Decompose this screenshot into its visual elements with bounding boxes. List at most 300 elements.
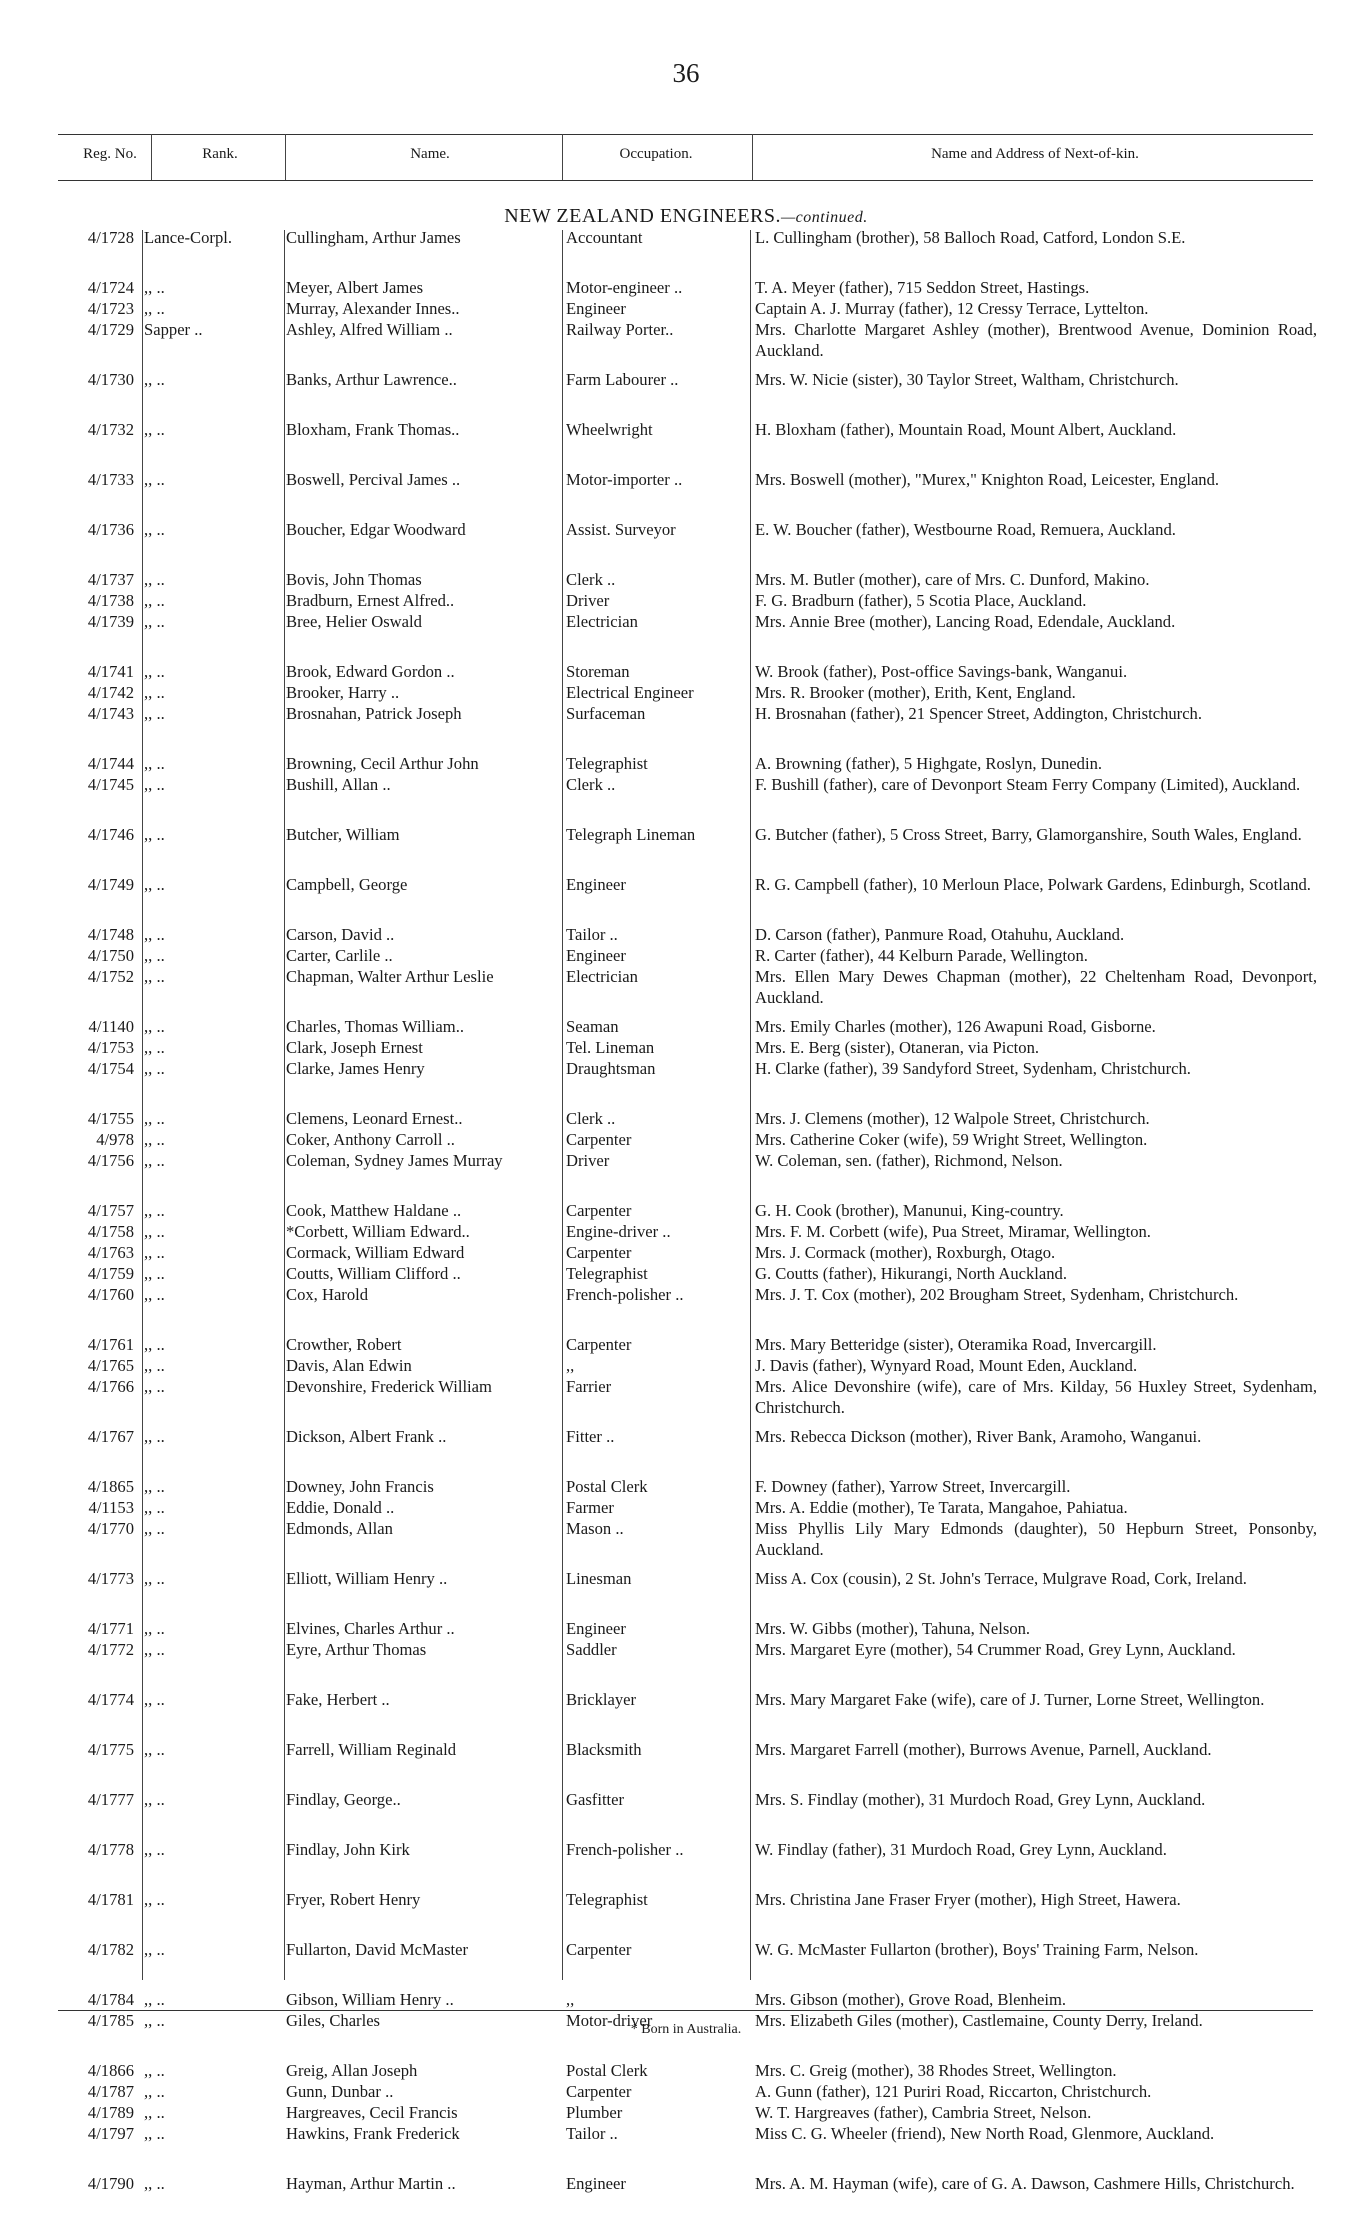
name-cell: Banks, Arthur Lawrence.. bbox=[286, 370, 457, 389]
next-of-kin-cell: Mrs. A. Eddie (mother), Te Tarata, Mangahoe, Pahiatua. bbox=[755, 1498, 1128, 1517]
occupation-cell: Motor-driver bbox=[566, 2011, 653, 2030]
table-row bbox=[0, 1989, 1372, 2010]
reg-no-cell: 4/1752 bbox=[87, 967, 134, 986]
reg-no-cell: 4/1760 bbox=[87, 1285, 134, 1304]
reg-no-cell: 4/1738 bbox=[87, 591, 134, 610]
next-of-kin-cell: F. G. Bradburn (father), 5 Scotia Place, Auckland. bbox=[755, 591, 1087, 610]
rank-cell: ,, .. bbox=[144, 1840, 165, 1859]
name-cell: Farrell, William Reginald bbox=[286, 1740, 456, 1759]
rank-cell: ,, .. bbox=[144, 775, 165, 794]
table-row bbox=[0, 1839, 1372, 1889]
name-cell: Fullarton, David McMaster bbox=[286, 1940, 469, 1959]
reg-no-cell: 4/1736 bbox=[87, 520, 134, 539]
table-row bbox=[0, 1355, 1372, 1376]
reg-no-cell: 4/1765 bbox=[87, 1356, 134, 1375]
table-row bbox=[0, 1016, 1372, 1037]
occupation-cell: French-polisher .. bbox=[566, 1840, 684, 1859]
table-row bbox=[0, 966, 1372, 1016]
next-of-kin-cell: F. Downey (father), Yarrow Street, Invercargill. bbox=[755, 1477, 1071, 1496]
occupation-cell: Engineer bbox=[566, 875, 626, 894]
table-row bbox=[0, 924, 1372, 945]
reg-no-cell: 4/1743 bbox=[87, 704, 134, 723]
header-reg-no: Reg. No. bbox=[83, 146, 137, 162]
next-of-kin-cell: Mrs. R. Brooker (mother), Erith, Kent, England. bbox=[755, 683, 1076, 702]
table-row bbox=[0, 1476, 1372, 1497]
next-of-kin-cell: Mrs. C. Greig (mother), 38 Rhodes Street, Wellington. bbox=[755, 2061, 1117, 2080]
name-cell: Coleman, Sydney James Murray bbox=[286, 1151, 503, 1170]
reg-no-cell: 4/1730 bbox=[87, 370, 134, 389]
table-row bbox=[0, 874, 1372, 924]
table-row bbox=[0, 1689, 1372, 1739]
reg-no-cell: 4/1754 bbox=[87, 1059, 134, 1078]
rank-cell: ,, .. bbox=[144, 1790, 165, 1809]
reg-no-cell: 4/1787 bbox=[87, 2082, 134, 2101]
reg-no-cell: 4/1773 bbox=[87, 1569, 134, 1588]
reg-no-cell: 4/1761 bbox=[87, 1335, 134, 1354]
reg-no-cell: 4/1724 bbox=[87, 278, 134, 297]
reg-no-cell: 4/1742 bbox=[87, 683, 134, 702]
reg-no-cell: 4/1744 bbox=[87, 754, 134, 773]
table-row bbox=[0, 1939, 1372, 1989]
name-cell: Chapman, Walter Arthur Leslie bbox=[286, 967, 494, 986]
table-row bbox=[0, 1739, 1372, 1789]
rank-cell: ,, .. bbox=[144, 1690, 165, 1709]
occupation-cell: Carpenter bbox=[566, 1940, 632, 1959]
rank-cell: ,, .. bbox=[144, 2124, 165, 2143]
reg-no-cell: 4/1770 bbox=[87, 1519, 134, 1538]
name-cell: Coutts, William Clifford .. bbox=[286, 1264, 461, 1283]
name-cell: Giles, Charles bbox=[286, 2011, 381, 2030]
next-of-kin-cell: G. Butcher (father), 5 Cross Street, Barry, Glamorganshire, South Wales, England. bbox=[755, 825, 1302, 844]
next-of-kin-cell: G. H. Cook (brother), Manunui, King-country. bbox=[755, 1201, 1064, 1220]
next-of-kin-cell: Mrs. Boswell (mother), "Murex," Knighton Road, Leicester, England. bbox=[755, 470, 1220, 489]
reg-no-cell: 4/1732 bbox=[87, 420, 134, 439]
next-of-kin-cell: G. Coutts (father), Hikurangi, North Auckland. bbox=[755, 1264, 1067, 1283]
reg-no-cell: 4/1781 bbox=[87, 1890, 134, 1909]
name-cell: Findlay, George.. bbox=[286, 1790, 401, 1809]
table-row bbox=[0, 824, 1372, 874]
reg-no-cell: 4/1790 bbox=[87, 2174, 134, 2193]
reg-no-cell: 4/1866 bbox=[87, 2061, 134, 2080]
occupation-cell: Surfaceman bbox=[566, 704, 646, 723]
next-of-kin-cell: Mrs. M. Butler (mother), care of Mrs. C. Dunford, Makino. bbox=[755, 570, 1150, 589]
rank-cell: Lance-Corpl. bbox=[144, 228, 233, 247]
next-of-kin-cell: H. Brosnahan (father), 21 Spencer Street, Addington, Christchurch. bbox=[755, 704, 1203, 723]
rank-cell: ,, .. bbox=[144, 1201, 165, 1220]
occupation-cell: ,, bbox=[566, 1356, 575, 1375]
rank-cell: ,, .. bbox=[144, 1038, 165, 1057]
occupation-cell: Draughtsman bbox=[566, 1059, 656, 1078]
occupation-cell: Gasfitter bbox=[566, 1790, 625, 1809]
next-of-kin-cell: Mrs. A. M. Hayman (wife), care of G. A. Dawson, Cashmere Hills, Christchurch. bbox=[755, 2174, 1295, 2193]
rank-cell: ,, .. bbox=[144, 925, 165, 944]
name-cell: Carson, David .. bbox=[286, 925, 395, 944]
table-row bbox=[0, 1376, 1372, 1426]
name-cell: Campbell, George bbox=[286, 875, 408, 894]
name-cell: Bloxham, Frank Thomas.. bbox=[286, 420, 460, 439]
name-cell: Brooker, Harry .. bbox=[286, 683, 400, 702]
occupation-cell: Linesman bbox=[566, 1569, 632, 1588]
occupation-cell: Engine-driver .. bbox=[566, 1222, 671, 1241]
table-row bbox=[0, 1639, 1372, 1689]
rank-cell: ,, .. bbox=[144, 662, 165, 681]
reg-no-cell: 4/1745 bbox=[87, 775, 134, 794]
rank-cell: ,, .. bbox=[144, 1017, 165, 1036]
table-row bbox=[0, 1058, 1372, 1108]
header-bottom-rule bbox=[58, 180, 1313, 181]
name-cell: Gibson, William Henry .. bbox=[286, 1990, 454, 2009]
occupation-cell: Farrier bbox=[566, 1377, 612, 1396]
name-cell: Bovis, John Thomas bbox=[286, 570, 422, 589]
next-of-kin-cell: Mrs. Elizabeth Giles (mother), Castlemaine, County Derry, Ireland. bbox=[755, 2011, 1203, 2030]
rank-cell: ,, .. bbox=[144, 2082, 165, 2101]
header-divider bbox=[562, 134, 563, 180]
name-cell: Cook, Matthew Haldane .. bbox=[286, 1201, 462, 1220]
occupation-cell: Postal Clerk bbox=[566, 2061, 648, 2080]
next-of-kin-cell: A. Gunn (father), 121 Puriri Road, Riccarton, Christchurch. bbox=[755, 2082, 1152, 2101]
header-divider bbox=[285, 134, 286, 180]
next-of-kin-cell: Mrs. E. Berg (sister), Otaneran, via Picton. bbox=[755, 1038, 1040, 1057]
table-row bbox=[0, 703, 1372, 753]
occupation-cell: Telegraphist bbox=[566, 754, 648, 773]
occupation-cell: Saddler bbox=[566, 1640, 617, 1659]
reg-no-cell: 4/978 bbox=[96, 1130, 134, 1149]
reg-no-cell: 4/1756 bbox=[87, 1151, 134, 1170]
rank-cell: ,, .. bbox=[144, 612, 165, 631]
rank-cell: ,, .. bbox=[144, 1740, 165, 1759]
next-of-kin-cell: R. Carter (father), 44 Kelburn Parade, Wellington. bbox=[755, 946, 1088, 965]
name-cell: Brook, Edward Gordon .. bbox=[286, 662, 455, 681]
name-cell: Greig, Allan Joseph bbox=[286, 2061, 418, 2080]
name-cell: Clark, Joseph Ernest bbox=[286, 1038, 423, 1057]
reg-no-cell: 4/1746 bbox=[87, 825, 134, 844]
name-cell: Boucher, Edgar Woodward bbox=[286, 520, 466, 539]
name-cell: Edmonds, Allan bbox=[286, 1519, 393, 1538]
reg-no-cell: 4/1729 bbox=[87, 320, 134, 339]
rank-cell: ,, .. bbox=[144, 520, 165, 539]
next-of-kin-cell: R. G. Campbell (father), 10 Merloun Place, Polwark Gardens, Edinburgh, Scotland. bbox=[755, 875, 1311, 894]
name-cell: Cormack, William Edward bbox=[286, 1243, 465, 1262]
occupation-cell: Carpenter bbox=[566, 1201, 632, 1220]
table-row bbox=[0, 682, 1372, 703]
occupation-cell: Tel. Lineman bbox=[566, 1038, 655, 1057]
table-row bbox=[0, 2102, 1372, 2123]
next-of-kin-cell: D. Carson (father), Panmure Road, Otahuhu, Auckland. bbox=[755, 925, 1125, 944]
table-row bbox=[0, 1221, 1372, 1242]
occupation-cell: Storeman bbox=[566, 662, 630, 681]
table-row bbox=[0, 1426, 1372, 1476]
reg-no-cell: 4/1782 bbox=[87, 1940, 134, 1959]
rank-cell: ,, .. bbox=[144, 299, 165, 318]
name-cell: Crowther, Robert bbox=[286, 1335, 402, 1354]
table-row bbox=[0, 774, 1372, 824]
rank-cell: Sapper .. bbox=[144, 320, 203, 339]
occupation-cell: Telegraph Lineman bbox=[566, 825, 696, 844]
occupation-cell: Accountant bbox=[566, 228, 643, 247]
occupation-cell: Fitter .. bbox=[566, 1427, 615, 1446]
occupation-cell: Carpenter bbox=[566, 1335, 632, 1354]
page-number: 36 bbox=[672, 58, 700, 88]
rank-cell: ,, .. bbox=[144, 420, 165, 439]
table-row bbox=[0, 753, 1372, 774]
reg-no-cell: 4/1772 bbox=[87, 1640, 134, 1659]
name-cell: Bree, Helier Oswald bbox=[286, 612, 422, 631]
occupation-cell: Telegraphist bbox=[566, 1890, 648, 1909]
rank-cell: ,, .. bbox=[144, 1377, 165, 1396]
occupation-cell: Farm Labourer .. bbox=[566, 370, 679, 389]
name-cell: Downey, John Francis bbox=[286, 1477, 434, 1496]
next-of-kin-cell: H. Bloxham (father), Mountain Road, Mount Albert, Auckland. bbox=[755, 420, 1177, 439]
footer-rule bbox=[58, 2010, 1313, 2011]
next-of-kin-cell: W. G. McMaster Fullarton (brother), Boys' Training Farm, Nelson. bbox=[755, 1940, 1199, 1959]
next-of-kin-cell: W. Findlay (father), 31 Murdoch Road, Grey Lynn, Auckland. bbox=[755, 1840, 1167, 1859]
rank-cell: ,, .. bbox=[144, 1890, 165, 1909]
occupation-cell: Motor-importer .. bbox=[566, 470, 683, 489]
next-of-kin-cell: Mrs. Margaret Farrell (mother), Burrows Avenue, Parnell, Auckland. bbox=[755, 1740, 1212, 1759]
reg-no-cell: 4/1728 bbox=[87, 228, 134, 247]
header-rank: Rank. bbox=[202, 146, 238, 162]
occupation-cell: Railway Porter.. bbox=[566, 320, 674, 339]
occupation-cell: French-polisher .. bbox=[566, 1285, 684, 1304]
table-row bbox=[0, 1200, 1372, 1221]
table-row bbox=[0, 945, 1372, 966]
next-of-kin-cell: Mrs. Alice Devonshire (wife), care of Mrs. Kilday, 56 Huxley Street, Sydenham, Christchurch. bbox=[755, 1377, 1317, 1417]
occupation-cell: Driver bbox=[566, 1151, 610, 1170]
name-cell: Clarke, James Henry bbox=[286, 1059, 425, 1078]
header-next-of-kin: Name and Address of Next-of-kin. bbox=[931, 146, 1139, 162]
table-row bbox=[0, 661, 1372, 682]
next-of-kin-cell: Mrs. J. Clemens (mother), 12 Walpole Street, Christchurch. bbox=[755, 1109, 1150, 1128]
rank-cell: ,, .. bbox=[144, 875, 165, 894]
table-row bbox=[0, 298, 1372, 319]
occupation-cell: Electrician bbox=[566, 967, 638, 986]
roll-table bbox=[0, 227, 1372, 2223]
header-divider bbox=[752, 134, 753, 180]
next-of-kin-cell: J. Davis (father), Wynyard Road, Mount Eden, Auckland. bbox=[755, 1356, 1138, 1375]
next-of-kin-cell: Mrs. F. M. Corbett (wife), Pua Street, Miramar, Wellington. bbox=[755, 1222, 1151, 1241]
name-cell: Hayman, Arthur Martin .. bbox=[286, 2174, 456, 2193]
next-of-kin-cell: Mrs. Mary Margaret Fake (wife), care of J. Turner, Lorne Street, Wellington. bbox=[755, 1690, 1265, 1709]
occupation-cell: Engineer bbox=[566, 2174, 626, 2193]
name-cell: Fake, Herbert .. bbox=[286, 1690, 390, 1709]
table-row bbox=[0, 2173, 1372, 2223]
occupation-cell: Postal Clerk bbox=[566, 1477, 648, 1496]
table-row bbox=[0, 2060, 1372, 2081]
name-cell: Boswell, Percival James .. bbox=[286, 470, 461, 489]
rank-cell: ,, .. bbox=[144, 825, 165, 844]
table-row bbox=[0, 1284, 1372, 1334]
rank-cell: ,, .. bbox=[144, 1335, 165, 1354]
header-divider bbox=[151, 134, 152, 180]
reg-no-cell: 4/1737 bbox=[87, 570, 134, 589]
name-cell: Charles, Thomas William.. bbox=[286, 1017, 465, 1036]
reg-no-cell: 4/1785 bbox=[87, 2011, 134, 2030]
table-row bbox=[0, 611, 1372, 661]
name-cell: Fryer, Robert Henry bbox=[286, 1890, 421, 1909]
name-cell: Cox, Harold bbox=[286, 1285, 369, 1304]
occupation-cell: Bricklayer bbox=[566, 1690, 637, 1709]
name-cell: Murray, Alexander Innes.. bbox=[286, 299, 460, 318]
rank-cell: ,, .. bbox=[144, 1243, 165, 1262]
rank-cell: ,, .. bbox=[144, 570, 165, 589]
rank-cell: ,, .. bbox=[144, 1569, 165, 1588]
name-cell: Ashley, Alfred William .. bbox=[286, 320, 453, 339]
occupation-cell: Driver bbox=[566, 591, 610, 610]
name-cell: Hawkins, Frank Frederick bbox=[286, 2124, 460, 2143]
occupation-cell: Engineer bbox=[566, 1619, 626, 1638]
rank-cell: ,, .. bbox=[144, 754, 165, 773]
rank-cell: ,, .. bbox=[144, 946, 165, 965]
next-of-kin-cell: Mrs. Gibson (mother), Grove Road, Blenheim. bbox=[755, 1990, 1067, 2009]
reg-no-cell: 4/1755 bbox=[87, 1109, 134, 1128]
next-of-kin-cell: W. Brook (father), Post-office Savings-bank, Wanganui. bbox=[755, 662, 1128, 681]
reg-no-cell: 4/1771 bbox=[87, 1619, 134, 1638]
rank-cell: ,, .. bbox=[144, 683, 165, 702]
next-of-kin-cell: Mrs. J. Cormack (mother), Roxburgh, Otago. bbox=[755, 1243, 1056, 1262]
reg-no-cell: 4/1757 bbox=[87, 1201, 134, 1220]
table-row bbox=[0, 2123, 1372, 2173]
table-row bbox=[0, 1037, 1372, 1058]
reg-no-cell: 4/1753 bbox=[87, 1038, 134, 1057]
header-occupation: Occupation. bbox=[619, 146, 693, 162]
rank-cell: ,, .. bbox=[144, 1619, 165, 1638]
next-of-kin-cell: Miss Phyllis Lily Mary Edmonds (daughter), 50 Hepburn Street, Ponsonby, Auckland. bbox=[755, 1519, 1317, 1559]
table-row bbox=[0, 419, 1372, 469]
name-cell: Bushill, Allan .. bbox=[286, 775, 391, 794]
next-of-kin-cell: Mrs. W. Nicie (sister), 30 Taylor Street, Waltham, Christchurch. bbox=[755, 370, 1179, 389]
name-cell: Browning, Cecil Arthur John bbox=[286, 754, 479, 773]
reg-no-cell: 4/1741 bbox=[87, 662, 134, 681]
name-cell: Eyre, Arthur Thomas bbox=[286, 1640, 427, 1659]
name-cell: Davis, Alan Edwin bbox=[286, 1356, 412, 1375]
occupation-cell: Motor-engineer .. bbox=[566, 278, 683, 297]
rank-cell: ,, .. bbox=[144, 2174, 165, 2193]
reg-no-cell: 4/1774 bbox=[87, 1690, 134, 1709]
occupation-cell: Carpenter bbox=[566, 2082, 632, 2101]
table-row bbox=[0, 519, 1372, 569]
reg-no-cell: 4/1766 bbox=[87, 1377, 134, 1396]
reg-no-cell: 4/1153 bbox=[88, 1498, 134, 1517]
occupation-cell: Telegraphist bbox=[566, 1264, 648, 1283]
reg-no-cell: 4/1777 bbox=[87, 1790, 134, 1809]
occupation-cell: Tailor .. bbox=[566, 2124, 618, 2143]
next-of-kin-cell: Mrs. Christina Jane Fraser Fryer (mother), High Street, Hawera. bbox=[755, 1890, 1181, 1909]
rank-cell: ,, .. bbox=[144, 1059, 165, 1078]
rank-cell: ,, .. bbox=[144, 1940, 165, 1959]
table-row bbox=[0, 227, 1372, 277]
next-of-kin-cell: W. T. Hargreaves (father), Cambria Street, Nelson. bbox=[755, 2103, 1092, 2122]
table-row bbox=[0, 277, 1372, 298]
next-of-kin-cell: Mrs. Mary Betteridge (sister), Oteramika Road, Invercargill. bbox=[755, 1335, 1157, 1354]
rank-cell: ,, .. bbox=[144, 1130, 165, 1149]
table-row bbox=[0, 2081, 1372, 2102]
rank-cell: ,, .. bbox=[144, 470, 165, 489]
rank-cell: ,, .. bbox=[144, 2103, 165, 2122]
rank-cell: ,, .. bbox=[144, 1109, 165, 1128]
table-row bbox=[0, 1150, 1372, 1200]
reg-no-cell: 4/1723 bbox=[87, 299, 134, 318]
next-of-kin-cell: Mrs. S. Findlay (mother), 31 Murdoch Road, Grey Lynn, Auckland. bbox=[755, 1790, 1206, 1809]
table-row bbox=[0, 1263, 1372, 1284]
reg-no-cell: 4/1767 bbox=[87, 1427, 134, 1446]
next-of-kin-cell: T. A. Meyer (father), 715 Seddon Street, Hastings. bbox=[755, 278, 1090, 297]
occupation-cell: Electrician bbox=[566, 612, 638, 631]
table-row bbox=[0, 1618, 1372, 1639]
table-row bbox=[0, 590, 1372, 611]
name-cell: Gunn, Dunbar .. bbox=[286, 2082, 394, 2101]
occupation-cell: Clerk .. bbox=[566, 775, 616, 794]
section-continued: —continued. bbox=[780, 209, 868, 226]
section-title bbox=[0, 205, 1372, 228]
next-of-kin-cell: A. Browning (father), 5 Highgate, Roslyn, Dunedin. bbox=[755, 754, 1103, 773]
rank-cell: ,, .. bbox=[144, 967, 165, 986]
occupation-cell: Wheelwright bbox=[566, 420, 653, 439]
occupation-cell: Engineer bbox=[566, 946, 626, 965]
name-cell: Dickson, Albert Frank .. bbox=[286, 1427, 447, 1446]
occupation-cell: Electrical Engineer bbox=[566, 683, 694, 702]
rank-cell: ,, .. bbox=[144, 1222, 165, 1241]
name-cell: Clemens, Leonard Ernest.. bbox=[286, 1109, 463, 1128]
next-of-kin-cell: E. W. Boucher (father), Westbourne Road, Remuera, Auckland. bbox=[755, 520, 1176, 539]
rank-cell: ,, .. bbox=[144, 1519, 165, 1538]
table-row bbox=[0, 469, 1372, 519]
reg-no-cell: 4/1789 bbox=[87, 2103, 134, 2122]
occupation-cell: Carpenter bbox=[566, 1130, 632, 1149]
next-of-kin-cell: H. Clarke (father), 39 Sandyford Street, Sydenham, Christchurch. bbox=[755, 1059, 1191, 1078]
header-top-rule bbox=[58, 134, 1313, 135]
table-row bbox=[0, 1108, 1372, 1129]
name-cell: Brosnahan, Patrick Joseph bbox=[286, 704, 462, 723]
reg-no-cell: 4/1797 bbox=[87, 2124, 134, 2143]
name-cell: Eddie, Donald .. bbox=[286, 1498, 395, 1517]
rank-cell: ,, .. bbox=[144, 1427, 165, 1446]
rank-cell: ,, .. bbox=[144, 1498, 165, 1517]
rank-cell: ,, .. bbox=[144, 1285, 165, 1304]
section-name: NEW ZEALAND ENGINEERS. bbox=[504, 205, 781, 227]
reg-no-cell: 4/1748 bbox=[87, 925, 134, 944]
rank-cell: ,, .. bbox=[144, 278, 165, 297]
rank-cell: ,, .. bbox=[144, 1477, 165, 1496]
reg-no-cell: 4/1749 bbox=[87, 875, 134, 894]
reg-no-cell: 4/1865 bbox=[87, 1477, 134, 1496]
rank-cell: ,, .. bbox=[144, 1264, 165, 1283]
header-name: Name. bbox=[410, 146, 450, 162]
next-of-kin-cell: Captain A. J. Murray (father), 12 Cressy Terrace, Lyttelton. bbox=[755, 299, 1149, 318]
reg-no-cell: 4/1763 bbox=[87, 1243, 134, 1262]
name-cell: Hargreaves, Cecil Francis bbox=[286, 2103, 458, 2122]
rank-cell: ,, .. bbox=[144, 1356, 165, 1375]
name-cell: Elvines, Charles Arthur .. bbox=[286, 1619, 455, 1638]
next-of-kin-cell: Miss C. G. Wheeler (friend), New North Road, Glenmore, Auckland. bbox=[755, 2124, 1215, 2143]
table-row bbox=[0, 1129, 1372, 1150]
occupation-cell: Seaman bbox=[566, 1017, 619, 1036]
table-row bbox=[0, 1334, 1372, 1355]
rank-cell: ,, .. bbox=[144, 1151, 165, 1170]
next-of-kin-cell: W. Coleman, sen. (father), Richmond, Nelson. bbox=[755, 1151, 1063, 1170]
next-of-kin-cell: Mrs. Ellen Mary Dewes Chapman (mother), 22 Cheltenham Road, Devonport, Auckland. bbox=[755, 967, 1317, 1007]
rank-cell: ,, .. bbox=[144, 1640, 165, 1659]
next-of-kin-cell: Miss A. Cox (cousin), 2 St. John's Terrace, Mulgrave Road, Cork, Ireland. bbox=[755, 1569, 1247, 1588]
occupation-cell: Clerk .. bbox=[566, 1109, 616, 1128]
name-cell: Butcher, William bbox=[286, 825, 400, 844]
name-cell: Carter, Carlile .. bbox=[286, 946, 393, 965]
next-of-kin-cell: Mrs. Rebecca Dickson (mother), River Bank, Aramoho, Wanganui. bbox=[755, 1427, 1202, 1446]
occupation-cell: Assist. Surveyor bbox=[566, 520, 676, 539]
next-of-kin-cell: L. Cullingham (brother), 58 Balloch Road, Catford, London S.E. bbox=[755, 228, 1186, 247]
name-cell: Elliott, William Henry .. bbox=[286, 1569, 448, 1588]
occupation-cell: Plumber bbox=[566, 2103, 623, 2122]
footnote: * Born in Australia. bbox=[630, 2022, 742, 2037]
